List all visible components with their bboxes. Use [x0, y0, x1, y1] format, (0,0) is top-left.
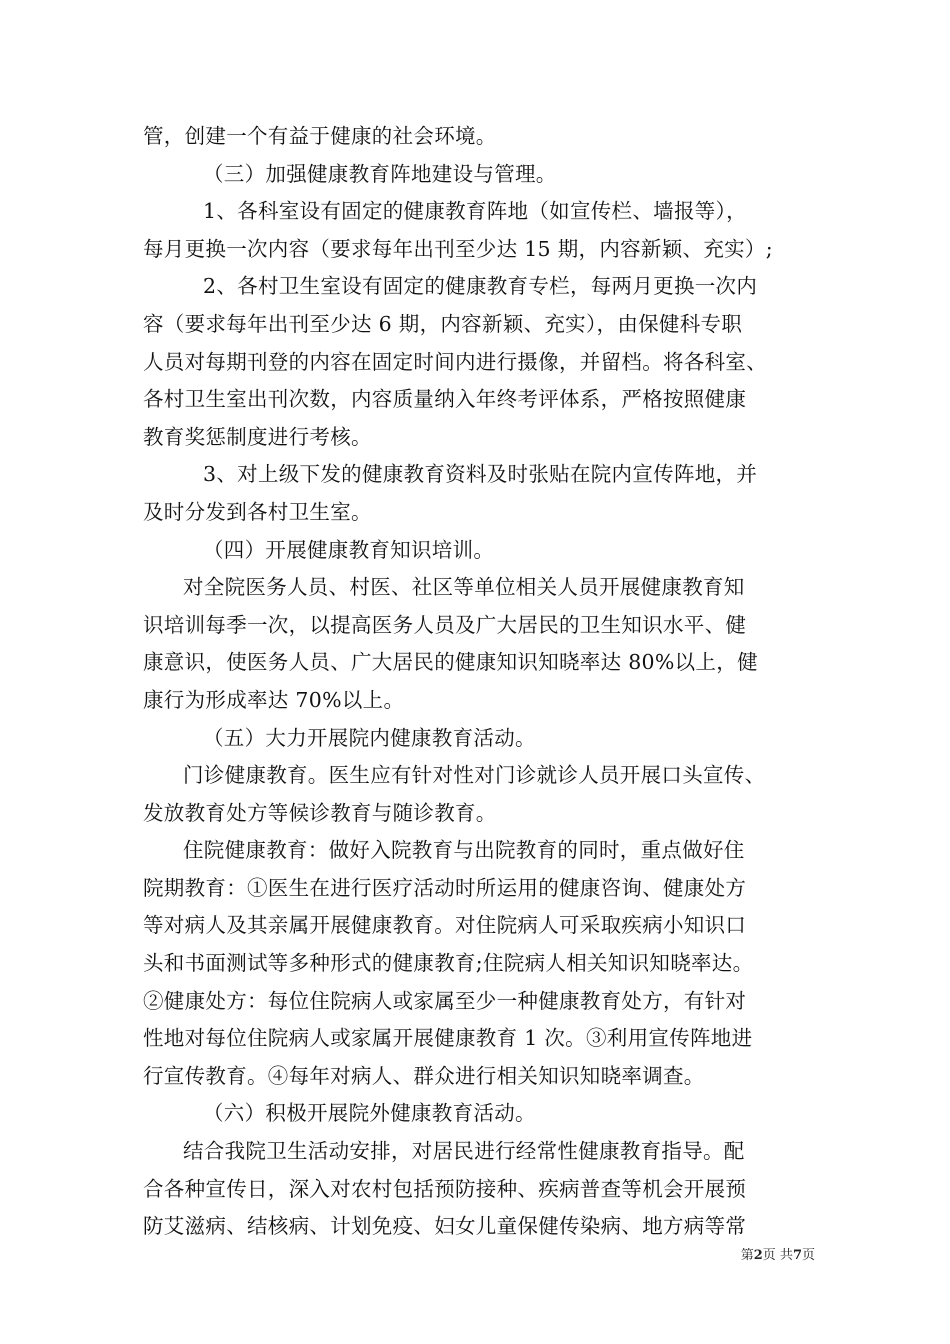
- text-line: 结合我院卫生活动安排，对居民进行经常性健康教育指导。配: [183, 1139, 745, 1164]
- text-line: 容（要求每年出刊至少达 6 期，内容新颖、充实），由保健科专职: [143, 311, 743, 336]
- total-pages-number: 7: [792, 1248, 802, 1263]
- section-heading-3: （三）加强健康教育阵地建设与管理。: [203, 161, 557, 186]
- footer-suffix: 页: [801, 1248, 815, 1263]
- text-line: 1、各科室设有固定的健康教育阵地（如宣传栏、墙报等），: [203, 199, 747, 224]
- text-line: 等对病人及其亲属开展健康教育。对住院病人可采取疾病小知识口: [143, 913, 747, 938]
- text-line: 3、对上级下发的健康教育资料及时张贴在院内宣传阵地，并: [203, 462, 758, 487]
- text-line: 各村卫生室出刊次数，内容质量纳入年终考评体系，严格按照健康: [143, 387, 747, 412]
- text-line: ②健康处方：每位住院病人或家属至少一种健康教育处方，有针对: [143, 988, 747, 1013]
- text-line: 对全院医务人员、村医、社区等单位相关人员开展健康教育知: [183, 575, 745, 600]
- text-line: 头和书面测试等多种形式的健康教育;住院病人相关知识知晓率达。: [143, 951, 754, 976]
- text-line: 门诊健康教育。医生应有针对性对门诊就诊人员开展口头宣传、: [183, 763, 766, 788]
- text-line: 院期教育：①医生在进行医疗活动时所运用的健康咨询、健康处方: [143, 875, 747, 900]
- text-line: 康行为形成率达 70%以上。: [143, 687, 405, 712]
- text-line: 2、各村卫生室设有固定的健康教育专栏，每两月更换一次内: [203, 274, 758, 299]
- current-page-number: 2: [753, 1248, 763, 1263]
- text-line: 行宣传教育。④每年对病人、群众进行相关知识知晓率调查。: [143, 1063, 705, 1088]
- text-line: 合各种宣传日，深入对农村包括预防接种、疾病普查等机会开展预: [143, 1176, 747, 1201]
- text-line: 识培训每季一次，以提高医务人员及广大居民的卫生知识水平、健: [143, 612, 747, 637]
- section-heading-5: （五）大力开展院内健康教育活动。: [203, 725, 536, 750]
- text-line: 管，创建一个有益于健康的社会环境。: [143, 124, 497, 148]
- section-heading-6: （六）积极开展院外健康教育活动。: [203, 1101, 536, 1126]
- body-text: [143, 118, 813, 1246]
- footer-middle: 页 共: [762, 1248, 793, 1263]
- text-line: 防艾滋病、结核病、计划免疫、妇女儿童保健传染病、地方病等常: [143, 1214, 747, 1239]
- text-line: 教育奖惩制度进行考核。: [143, 424, 372, 449]
- text-line: 住院健康教育：做好入院教育与出院教育的同时，重点做好住: [183, 838, 745, 863]
- text-line: 康意识，使医务人员、广大居民的健康知识知晓率达 80%以上，健: [143, 650, 758, 675]
- text-line: 及时分发到各村卫生室。: [143, 499, 372, 524]
- text-line: 性地对每位住院病人或家属开展健康教育 1 次。③利用宣传阵地进: [143, 1026, 753, 1051]
- section-heading-4: （四）开展健康教育知识培训。: [203, 537, 495, 562]
- text-line: 人员对每期刊登的内容在固定时间内进行摄像，并留档。将各科室、: [143, 349, 767, 374]
- text-line: 每月更换一次内容（要求每年出刊至少达 15 期，内容新颖、充实）;: [143, 236, 773, 261]
- footer-prefix: 第: [740, 1248, 754, 1263]
- text-line: 发放教育处方等候诊教育与随诊教育。: [143, 800, 497, 825]
- page-footer: [650, 1246, 815, 1266]
